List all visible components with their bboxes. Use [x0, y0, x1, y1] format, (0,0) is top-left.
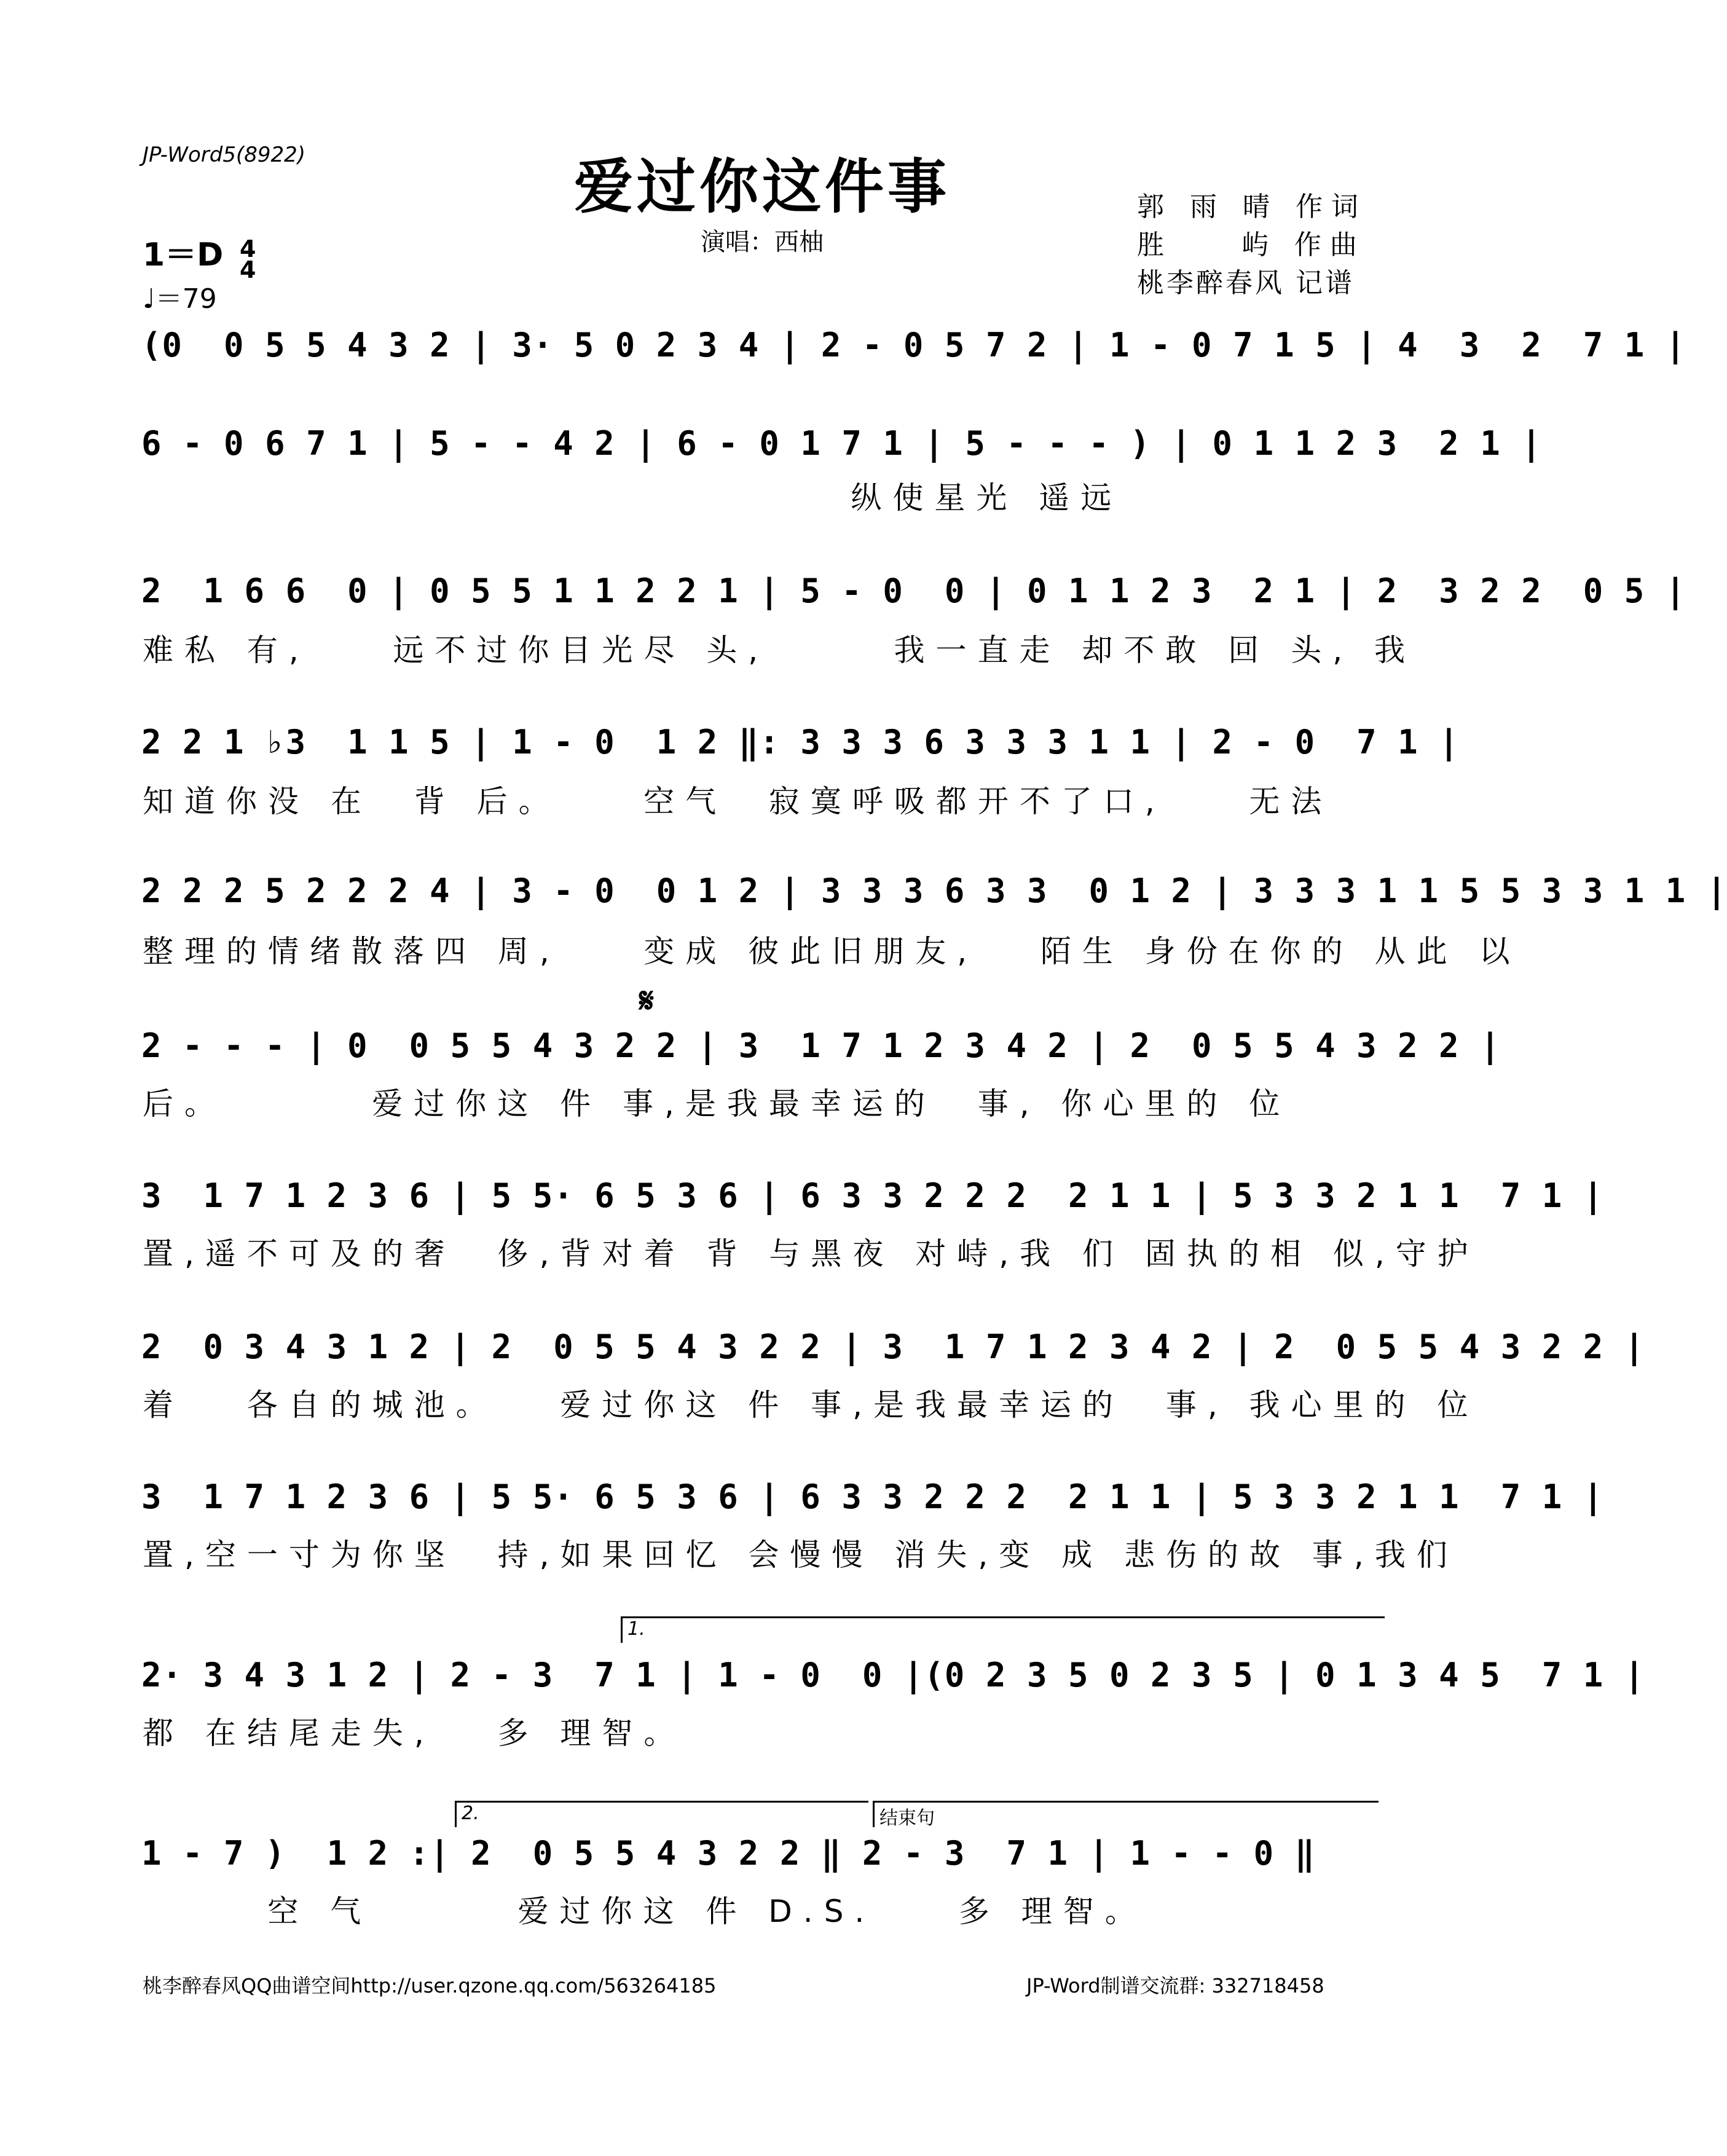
system-7-notes: 3 1 7 1 2 3 6 | 5 5· 6 5 3 6 | 6 3 3 2 2 2 2 1 1 | 5 3 3 2 1 1 7 1 | — [141, 1176, 1604, 1215]
transcriber-credit: 桃李醉春风 记谱 — [1137, 267, 1355, 299]
tempo-mark: ♩＝79 — [143, 283, 217, 315]
system-7-lyrics: 置,遥不可及的奢 侈,背对着 背 与黑夜 对峙,我 们 固执的相 似,守护 — [143, 1236, 1479, 1272]
key-signature: 1＝D — [143, 237, 224, 273]
time-signature-top: 4 — [240, 235, 256, 262]
coda-label: 结束句 — [879, 1808, 935, 1829]
coda-bracket — [873, 1801, 1379, 1827]
volta-1-label: 1. — [627, 1618, 645, 1640]
system-11-notes: 1 - 7 ) 1 2 :| 2 0 5 5 4 3 2 2 ‖ 2 - 3 7 1 | 1 - - 0 ‖ — [141, 1834, 1316, 1873]
system-8-notes: 2 0 3 4 3 1 2 | 2 0 5 5 4 3 2 2 | 3 1 7 1 2 3 4 2 | 2 0 5 5 4 3 2 2 | — [141, 1328, 1645, 1366]
system-10-lyrics: 都 在结尾走失, 多 理智。 — [143, 1715, 686, 1751]
segno-sign: 𝄋 — [639, 981, 655, 1021]
system-5-notes: 2 2 2 5 2 2 2 4 | 3 - 0 0 1 2 | 3 3 3 6 3 3 0 1 2 | 3 3 3 1 1 5 5 3 3 1 1 | — [141, 871, 1727, 910]
system-9-notes: 3 1 7 1 2 3 6 | 5 5· 6 5 3 6 | 6 3 3 2 2 2 2 1 1 | 5 3 3 2 1 1 7 1 | — [141, 1477, 1604, 1516]
software-label: JP-Word5(8922) — [143, 143, 306, 167]
volta-1-bracket — [621, 1616, 1385, 1643]
system-2-notes: 6 - 0 6 7 1 | 5 - - 4 2 | 6 - 0 1 7 1 | 5 - - - ) | 0 1 1 2 3 2 1 | — [141, 424, 1542, 463]
system-11-lyrics: 空 气 爱过你这 件 D.S. 多 理智。 — [143, 1894, 1147, 1929]
system-3-lyrics: 难私 有, 远不过你目光尽 头, 我一直走 却不敢 回 头, 我 — [143, 632, 1416, 668]
volta-2-label: 2. — [462, 1803, 479, 1824]
system-4-notes: 2 2 1 ♭3 1 1 5 | 1 - 0 1 2 ‖: 3 3 3 6 3 3 3 1 1 | 2 - 0 7 1 | — [141, 723, 1460, 761]
system-9-lyrics: 置,空一寸为你坚 持,如果回忆 会慢慢 消失,变 成 悲伤的故 事,我们 — [143, 1537, 1458, 1573]
system-3-notes: 2 1 6 6 0 | 0 5 5 1 1 2 2 1 | 5 - 0 0 | 0 1 1 2 3 2 1 | 2 3 2 2 0 5 | — [141, 572, 1686, 610]
system-4-lyrics: 知道你没 在 背 后。 空气 寂寞呼吸都开不了口, 无法 — [143, 784, 1333, 819]
time-signature — [240, 235, 256, 283]
system-1-notes: (0 0 5 5 4 3 2 | 3· 5 0 2 3 4 | 2 - 0 5 7 2 | 1 - 0 7 1 5 | 4 3 2 7 1 | — [141, 326, 1686, 364]
system-6-lyrics: 后。 爱过你这 件 事,是我最幸运的 事, 你心里的 位 — [143, 1086, 1291, 1122]
singer-label: 演唱：西柚 — [701, 228, 824, 256]
footer-left: 桃李醉春风QQ曲谱空间http://user.qzone.qq.com/563264185 — [143, 1974, 717, 1997]
song-title: 爱过你这件事 — [574, 152, 950, 221]
system-5-lyrics: 整理的情绪散落四 周, 变成 彼此旧朋友, 陌生 身份在你的 从此 以 — [143, 934, 1521, 969]
footer-right: JP-Word制谱交流群: 332718458 — [1026, 1974, 1324, 1997]
lyricist-credit: 郭 雨 晴 作词 — [1137, 191, 1367, 222]
system-8-lyrics: 着 各自的城池。 爱过你这 件 事,是我最幸运的 事, 我心里的 位 — [143, 1387, 1479, 1423]
composer-credit: 胜 屿 作曲 — [1137, 229, 1366, 261]
volta-2-bracket — [455, 1801, 868, 1827]
system-10-notes: 2· 3 4 3 1 2 | 2 - 3 7 1 | 1 - 0 0 |(0 2 3 5 0 2 3 5 | 0 1 3 4 5 7 1 | — [141, 1656, 1645, 1694]
system-2-lyrics: 纵使星光 遥远 — [143, 480, 1123, 516]
time-signature-bottom: 4 — [240, 256, 256, 283]
system-6-notes: 2 - - - | 0 0 5 5 4 3 2 2 | 3 1 7 1 2 3 4 2 | 2 0 5 5 4 3 2 2 | — [141, 1026, 1501, 1065]
